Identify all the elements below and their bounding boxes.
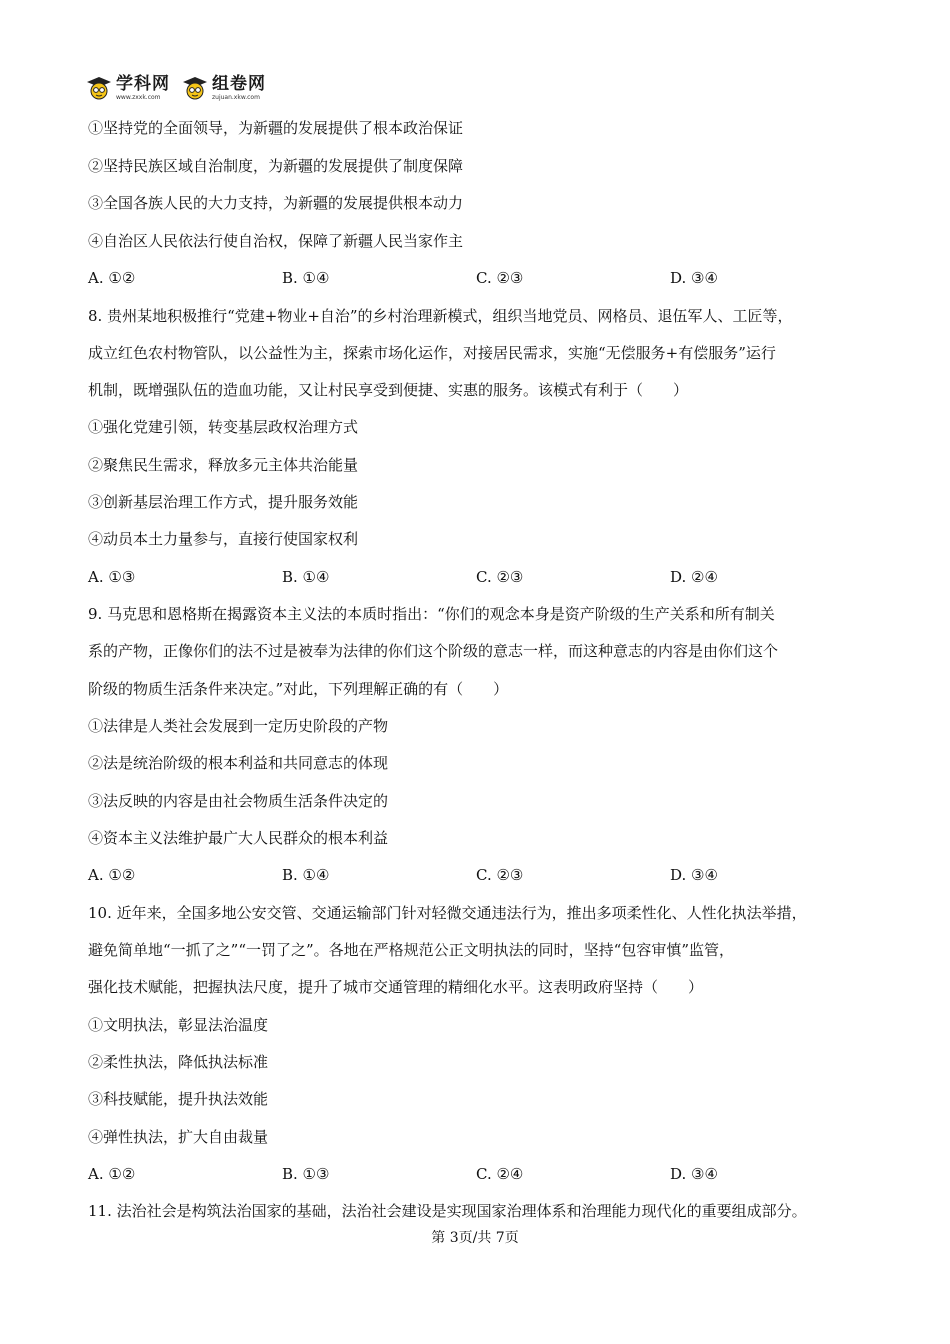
q10-stem-line-2: 避免简单地“一抓了之”“一罚了之”。各地在严格规范公正文明执法的同时，坚持“包容审慎”监管， <box>88 941 735 959</box>
logo-url: www.zxxk.com <box>116 93 161 101</box>
q9-item-4: ④资本主义法维护最广大人民群众的根本利益 <box>88 829 389 847</box>
q9-item-3: ③法反映的内容是由社会物质生活条件决定的 <box>88 792 389 810</box>
q7-option-a: A. ①② <box>88 269 136 287</box>
q7-item-3: ③全国各族人民的大力支持，为新疆的发展提供根本动力 <box>88 194 464 212</box>
q9-option-d: D. ③④ <box>670 866 718 884</box>
q9-item-1: ①法律是人类社会发展到一定历史阶段的产物 <box>88 717 389 735</box>
q10-option-a: A. ①② <box>88 1165 136 1183</box>
q7-option-b: B. ①④ <box>282 269 330 287</box>
q8-option-b: B. ①④ <box>282 568 330 586</box>
logo-name: 学科网 <box>116 73 170 94</box>
q7-option-c: C. ②③ <box>476 269 524 287</box>
q9-stem-line-3: 阶级的物质生活条件来决定。”对此，下列理解正确的有（ ） <box>88 680 509 698</box>
q7-item-2: ②坚持民族区域自治制度，为新疆的发展提供了制度保障 <box>88 157 464 175</box>
q10-option-d: D. ③④ <box>670 1165 718 1183</box>
logo-zujuanwang <box>182 75 266 101</box>
q8-item-2: ②聚焦民生需求，释放多元主体共治能量 <box>88 456 359 474</box>
page-footer: 第 3页/共 7页 <box>431 1230 519 1246</box>
q10-stem-line-1: 10. 近年来，全国多地公安交管、交通运输部门针对轻微交通违法行为，推出多项柔性化、人性化执法举措， <box>88 904 807 922</box>
q8-item-4: ④动员本土力量参与，直接行使国家权利 <box>88 530 359 548</box>
q8-item-1: ①强化党建引领，转变基层政权治理方式 <box>88 418 359 436</box>
header-logos <box>86 72 266 104</box>
q9-stem-line-1: 9. 马克思和恩格斯在揭露资本主义法的本质时指出：“你们的观念本身是资产阶级的生产关系和所有制关 <box>88 605 775 623</box>
q8-option-d: D. ②④ <box>670 568 718 586</box>
q11-stem-line-1: 11. 法治社会是构筑法治国家的基础，法治社会建设是实现国家治理体系和治理能力现代化的重要组成部分。 <box>88 1202 807 1220</box>
q8-stem-line-3: 机制，既增强队伍的造血功能，又让村民享受到便捷、实惠的服务。该模式有利于（ ） <box>88 381 689 399</box>
q10-item-1: ①文明执法，彰显法治温度 <box>88 1016 269 1034</box>
logo-name: 组卷网 <box>212 73 266 94</box>
q10-stem-line-3: 强化技术赋能，把握执法尺度，提升了城市交通管理的精细化水平。这表明政府坚持（ ） <box>88 978 704 996</box>
q10-item-3: ③科技赋能，提升执法效能 <box>88 1090 269 1108</box>
q8-option-a: A. ①③ <box>88 568 136 586</box>
q8-option-c: C. ②③ <box>476 568 524 586</box>
q8-item-3: ③创新基层治理工作方式，提升服务效能 <box>88 493 359 511</box>
q7-item-4: ④自治区人民依法行使自治权，保障了新疆人民当家作主 <box>88 232 464 250</box>
q9-stem-line-2: 系的产物，正像你们的法不过是被奉为法律的你们这个阶级的意志一样，而这种意志的内容是由你们这个 <box>88 642 779 660</box>
q10-option-c: C. ②④ <box>476 1165 524 1183</box>
q10-option-b: B. ①③ <box>282 1165 330 1183</box>
logo-url: zujuan.xkw.com <box>212 93 260 101</box>
mascot-icon <box>86 75 112 101</box>
q8-stem-line-1: 8. 贵州某地积极推行“党建+物业+自治”的乡村治理新模式，组织当地党员、网格员、退伍军人、工匠等， <box>88 307 793 325</box>
q9-option-b: B. ①④ <box>282 866 330 884</box>
logo-xuekewang <box>86 75 170 101</box>
q10-item-2: ②柔性执法，降低执法标准 <box>88 1053 269 1071</box>
mascot-icon <box>182 75 208 101</box>
q9-item-2: ②法是统治阶级的根本利益和共同意志的体现 <box>88 754 389 772</box>
q7-item-1: ①坚持党的全面领导，为新疆的发展提供了根本政治保证 <box>88 119 464 137</box>
q10-item-4: ④弹性执法，扩大自由裁量 <box>88 1128 269 1146</box>
q9-option-a: A. ①② <box>88 866 136 884</box>
q8-stem-line-2: 成立红色农村物管队，以公益性为主，探索市场化运作，对接居民需求，实施“无偿服务+有偿服务”运行 <box>88 344 776 362</box>
q7-option-d: D. ③④ <box>670 269 718 287</box>
q9-option-c: C. ②③ <box>476 866 524 884</box>
